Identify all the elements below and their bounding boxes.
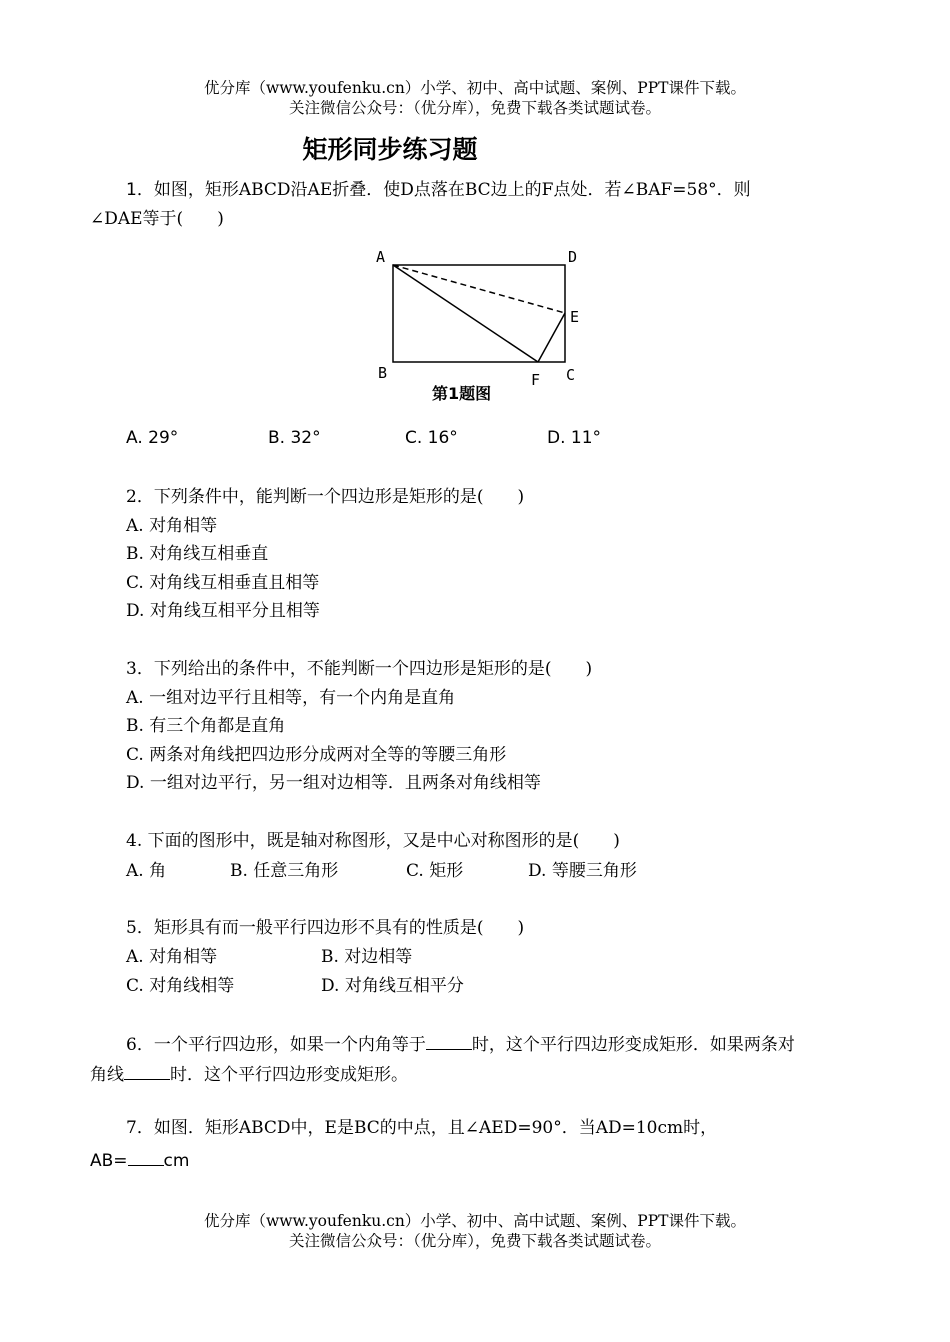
q4-option-a: A. 角 bbox=[126, 861, 167, 881]
q1-figure bbox=[360, 240, 620, 410]
label-d: D bbox=[568, 248, 578, 266]
q7-text-ab: AB= bbox=[90, 1151, 128, 1171]
q7-line2 bbox=[90, 1148, 189, 1171]
label-f: F bbox=[531, 371, 541, 389]
segment-af bbox=[393, 265, 538, 362]
label-a: A bbox=[376, 248, 386, 266]
fold-line-ae bbox=[393, 265, 565, 313]
q7-blank bbox=[128, 1148, 164, 1166]
q6-blank-2 bbox=[124, 1062, 170, 1080]
q1-option-d: D. 11° bbox=[547, 428, 602, 448]
q3-option-c: C. 两条对角线把四边形分成两对全等的等腰三角形 bbox=[126, 745, 507, 765]
q4-option-b: B. 任意三角形 bbox=[230, 861, 339, 881]
q5-option-b: B. 对边相等 bbox=[321, 947, 413, 967]
q3-option-d: D. 一组对边平行，另一组对边相等．且两条对角线相等 bbox=[126, 773, 541, 793]
q1-text: 如图，矩形ABCD沿AE折叠．使D点落在BC边上的F点处．若∠BAF=58°．则 bbox=[153, 180, 751, 200]
rectangle-abcd bbox=[393, 265, 565, 362]
q6-blank-1 bbox=[426, 1032, 472, 1050]
q7-text-unit: cm bbox=[163, 1151, 190, 1171]
q2-option-a: A. 对角相等 bbox=[126, 516, 218, 536]
q2-option-d: D. 对角线互相平分且相等 bbox=[126, 601, 320, 621]
q1-number: 1． bbox=[126, 180, 154, 200]
label-b: B bbox=[378, 364, 388, 382]
q3-stem: 3．下列给出的条件中，不能判断一个四边形是矩形的是( ) bbox=[126, 659, 593, 679]
footer-line-1: 优分库（www.youfenku.cn）小学、初中、高中试题、案例、PPT课件下载。 bbox=[203, 1212, 747, 1230]
q7-line1: 7．如图．矩形ABCD中，E是BC的中点，且∠AED=90°．当AD=10cm时， bbox=[126, 1118, 718, 1138]
q5-stem: 5．矩形具有而一般平行四边形不具有的性质是( ) bbox=[126, 918, 525, 938]
q5-option-a: A. 对角相等 bbox=[126, 947, 218, 967]
q3-option-b: B. 有三个角都是直角 bbox=[126, 716, 286, 736]
q1-option-a: A. 29° bbox=[126, 428, 179, 448]
label-c: C bbox=[566, 366, 576, 384]
q2-option-c: C. 对角线互相垂直且相等 bbox=[126, 573, 320, 593]
q6-line1 bbox=[126, 1032, 795, 1055]
q6-text-2: 时，这个平行四边形变成矩形．如果两条对 bbox=[471, 1035, 795, 1055]
q3-option-a: A. 一组对边平行且相等，有一个内角是直角 bbox=[126, 688, 456, 708]
q1-stem-line1 bbox=[126, 180, 751, 200]
q6-text-3: 角线 bbox=[90, 1065, 124, 1085]
q6-line2 bbox=[90, 1062, 408, 1085]
q1-option-b: B. 32° bbox=[268, 428, 321, 448]
segment-fe bbox=[538, 313, 565, 362]
q6-text-4: 时．这个平行四边形变成矩形。 bbox=[170, 1065, 408, 1085]
figure-caption: 第1题图 bbox=[432, 384, 492, 403]
q4-option-c: C. 矩形 bbox=[406, 861, 464, 881]
q5-option-c: C. 对角线相等 bbox=[126, 976, 235, 996]
header-line-2: 关注微信公众号：（优分库），免费下载各类试题试卷。 bbox=[288, 99, 661, 117]
q1-option-c: C. 16° bbox=[405, 428, 458, 448]
q1-stem-line2: ∠DAE等于( ) bbox=[90, 209, 224, 229]
header-line-1: 优分库（www.youfenku.cn）小学、初中、高中试题、案例、PPT课件下载。 bbox=[203, 79, 747, 97]
q4-option-d: D. 等腰三角形 bbox=[528, 861, 637, 881]
label-e: E bbox=[570, 308, 580, 326]
page-title: 矩形同步练习题 bbox=[302, 135, 478, 164]
q6-text-1: 6．一个平行四边形，如果一个内角等于 bbox=[126, 1035, 426, 1055]
q2-stem: 2．下列条件中，能判断一个四边形是矩形的是( ) bbox=[126, 487, 525, 507]
footer-line-2: 关注微信公众号：（优分库），免费下载各类试题试卷。 bbox=[288, 1232, 661, 1250]
q4-stem: 4. 下面的图形中，既是轴对称图形，又是中心对称图形的是( ) bbox=[126, 831, 620, 851]
q5-option-d: D. 对角线互相平分 bbox=[321, 976, 464, 996]
q2-option-b: B. 对角线互相垂直 bbox=[126, 544, 269, 564]
